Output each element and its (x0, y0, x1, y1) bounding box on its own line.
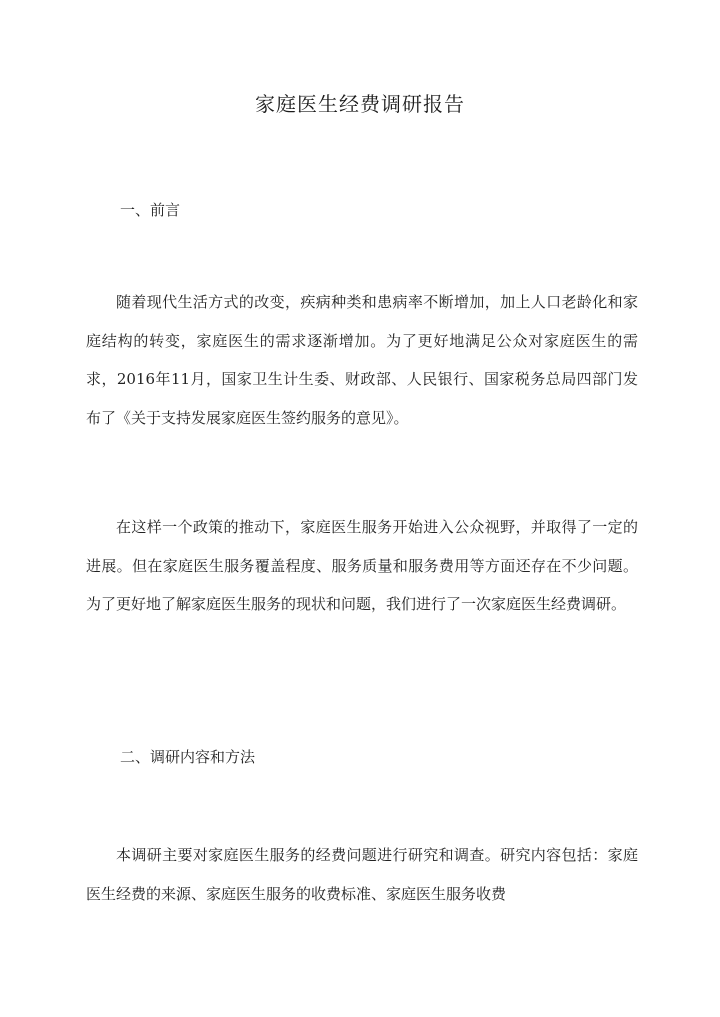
section-heading-preface: 一、前言 (120, 201, 181, 219)
section-heading-content-method: 二、调研内容和方法 (120, 748, 256, 766)
paragraph-2: 在这样一个政策的推动下，家庭医生服务开始进入公众视野，并取得了一定的进展。但在家庭医生服务覆盖程度、服务质量和服务费用等方面还存在不少问题。为了更好地了解家庭医生服务的现状和问题，我们进行了一次家庭医生经费调研。 (86, 518, 638, 613)
paragraph-3: 本调研主要对家庭医生服务的经费问题进行研究和调查。研究内容包括：家庭医生经费的来源、家庭医生服务的收费标准、家庭医生服务收费 (86, 846, 638, 903)
document-title: 家庭医生经费调研报告 (255, 92, 465, 116)
paragraph-1: 随着现代生活方式的改变，疾病种类和患病率不断增加，加上人口老龄化和家庭结构的转变，家庭医生的需求逐渐增加。为了更好地满足公众对家庭医生的需求，2016年11月，国家卫生计生委、财政部、人民银行、国家税务总局四部门发布了《关于支持发展家庭医生签约服务的意见》。 (86, 293, 638, 427)
